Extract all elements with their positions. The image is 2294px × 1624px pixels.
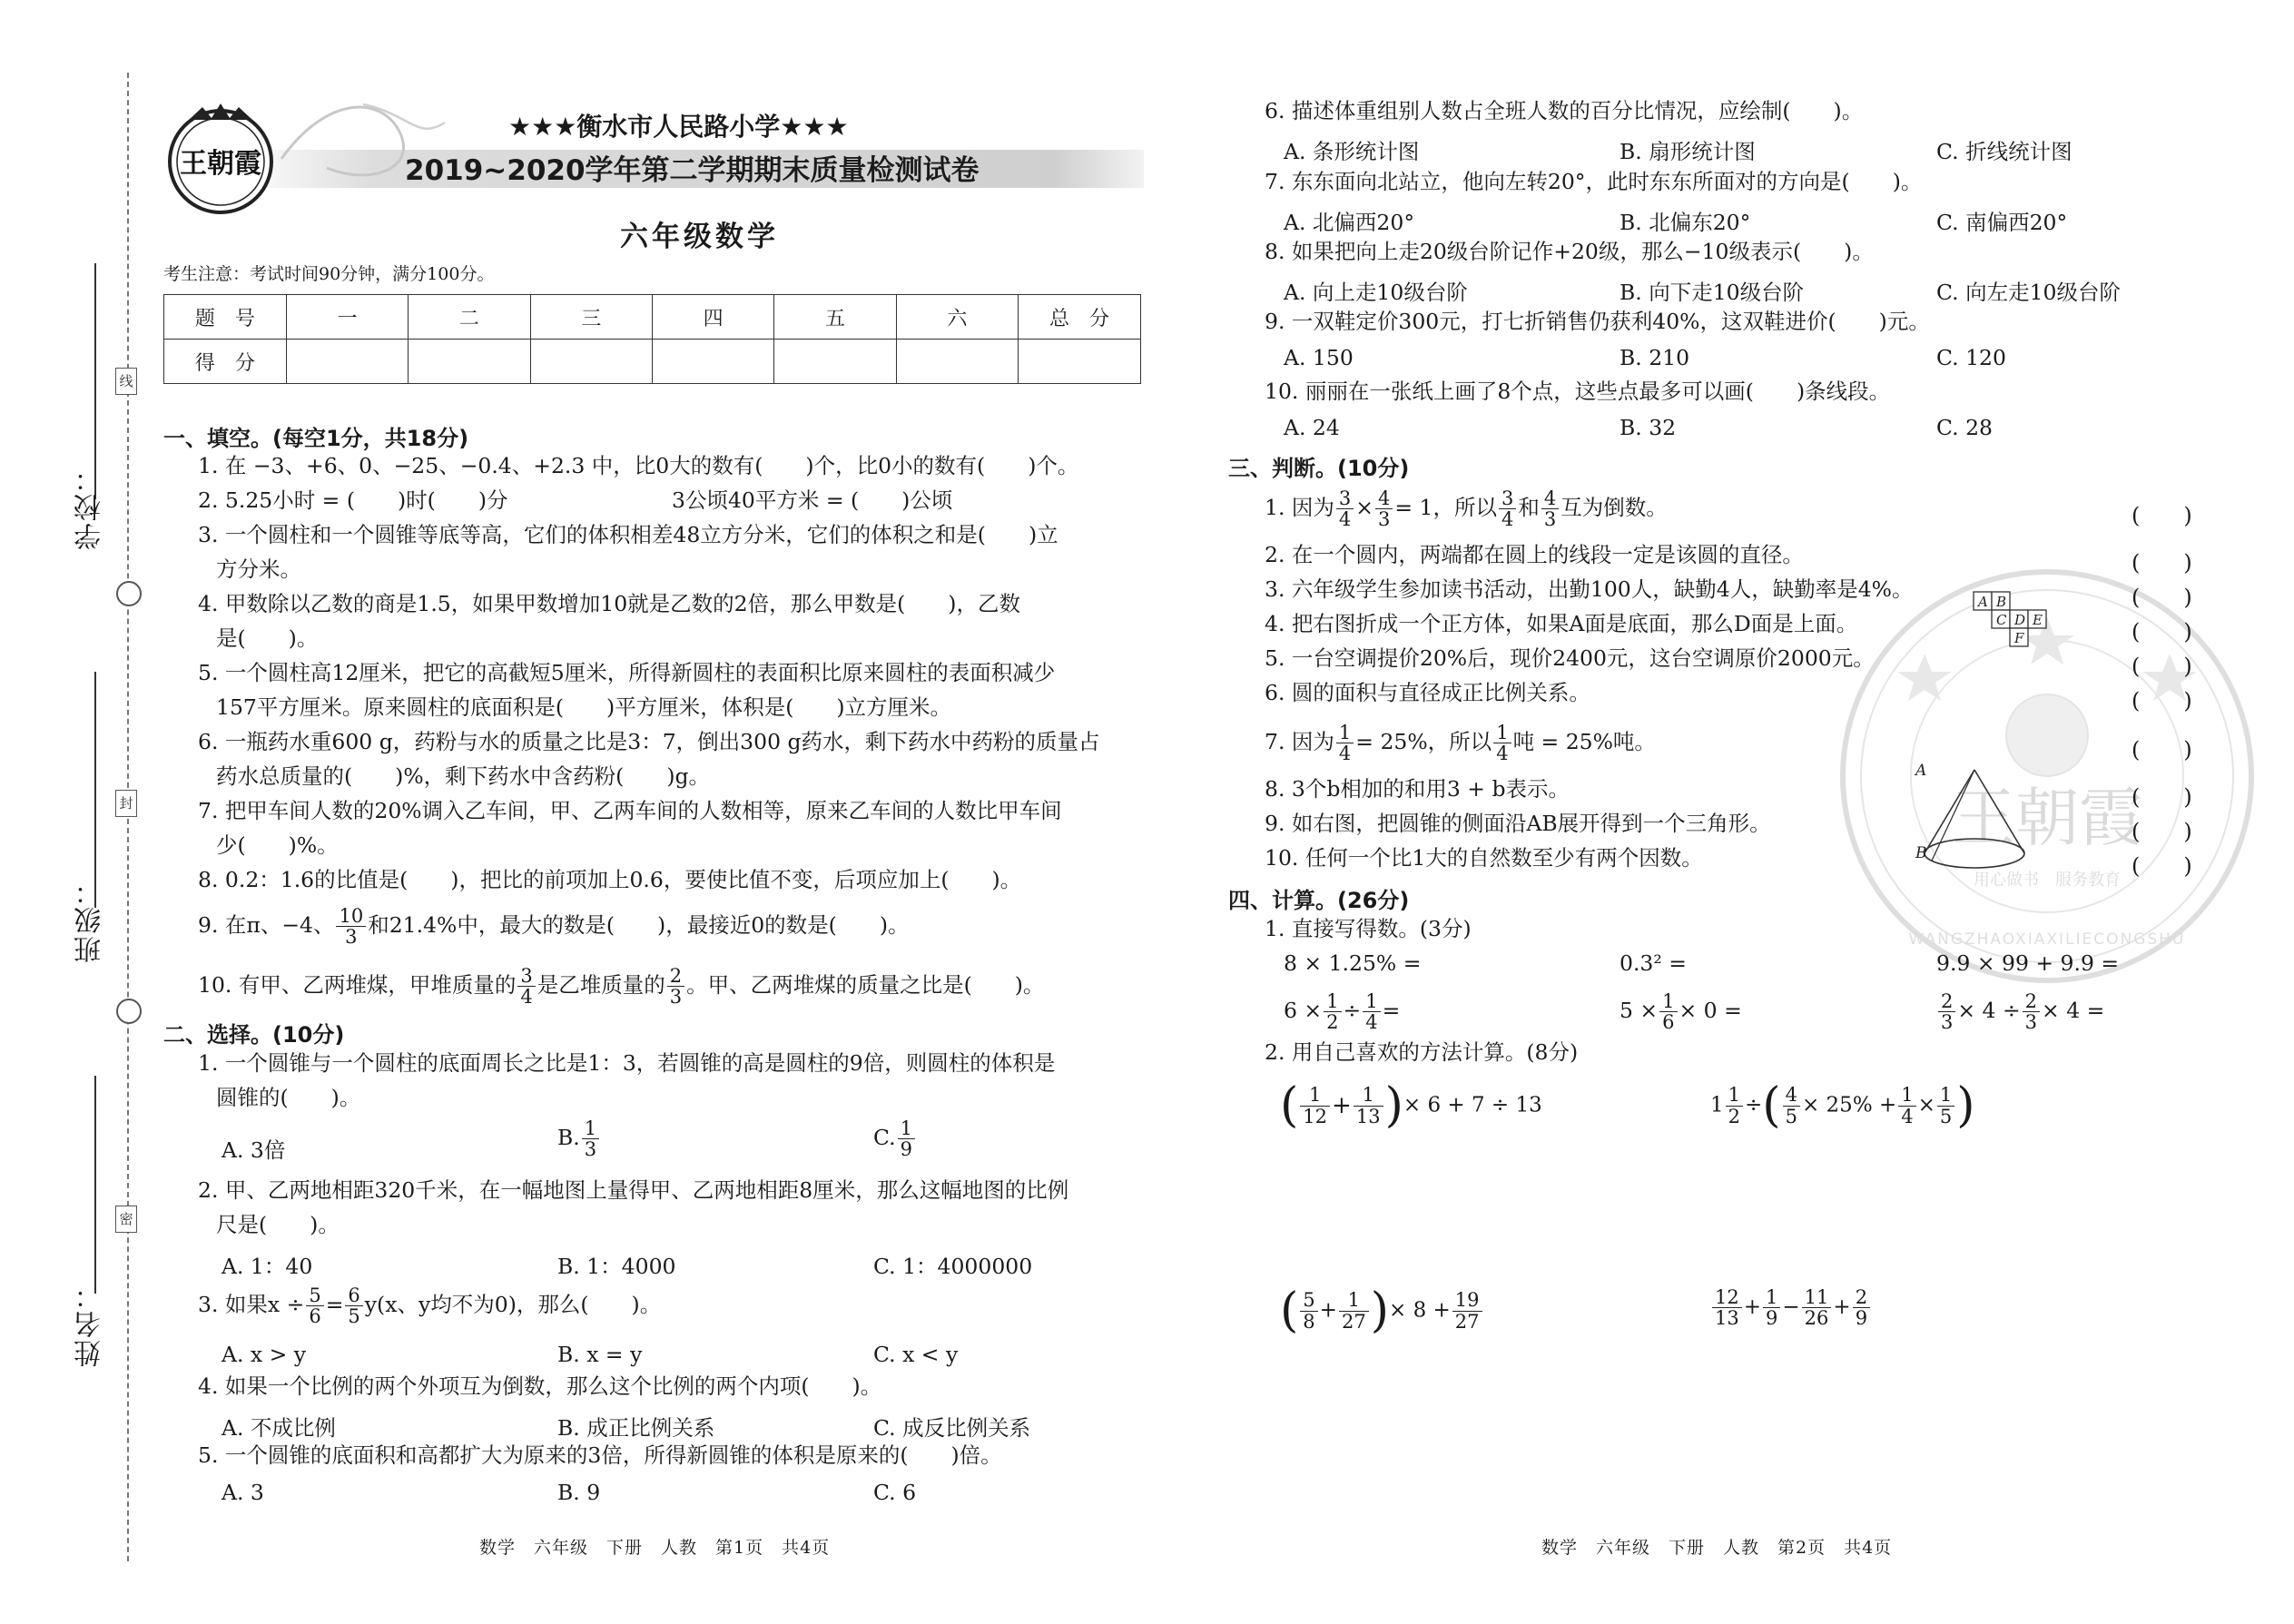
answer-blank[interactable]: ( )	[2132, 784, 2192, 810]
fraction	[1363, 991, 1380, 1032]
question-2b: 3公顷40平方米 = ( )公顷	[672, 487, 953, 513]
question-text: y(x、y均不为0)，那么( )。	[364, 1292, 662, 1318]
cone-label-b: B	[1915, 844, 1927, 862]
cube-face-label: F	[2014, 630, 2024, 646]
watermark-arc-text: WANGZHAOXIAXILIECONGSHU	[1908, 930, 2186, 949]
denominator: 4	[1338, 743, 1352, 765]
expr-text: × 25% +	[1801, 1093, 1897, 1117]
expr-text: 1	[1710, 1093, 1724, 1117]
question-text: 和21.4%中，最大的数是( )，最接近0的数是( )。	[368, 912, 910, 939]
cube-face-label: B	[1996, 594, 2007, 610]
option-a[interactable]: A. 24	[1284, 415, 1340, 440]
expr-text: 6 ×	[1284, 998, 1323, 1024]
option-b[interactable]: B. 成正比例关系	[557, 1415, 715, 1441]
fraction	[1712, 1287, 1742, 1328]
fraction	[1300, 1085, 1330, 1126]
question-text: 和	[1518, 495, 1540, 521]
denominator: 5	[1939, 1105, 1953, 1127]
option-c[interactable]: C. x < y	[873, 1342, 959, 1367]
table-header-cell: 总 分	[1019, 295, 1141, 340]
answer-blank[interactable]: ( )	[2132, 819, 2192, 844]
computation-sub-2: 2. 用自己喜欢的方法计算。(8分)	[1265, 1039, 1579, 1065]
question-8: 8. 0.2：1.6的比值是( )，把比的前项加上0.6，要使比值不变，后项应加上( )。	[198, 867, 1022, 892]
seal-mark-xian: 线	[115, 368, 137, 395]
question-3-cont: 方分米。	[216, 556, 301, 582]
option-a[interactable]: A. 3倍	[222, 1137, 286, 1163]
answer-blank[interactable]: ( )	[2132, 585, 2192, 610]
denominator: 4	[1365, 1011, 1378, 1034]
expr-text: ×	[1917, 1093, 1935, 1117]
question-1: 1. 在 −3、+6、0、−25、−0.4、+2.3 中，比0大的数有( )个，比0小的数有( )个。	[198, 453, 1079, 478]
numerator: 1	[1763, 1287, 1780, 1308]
denominator: 6	[309, 1305, 321, 1328]
choice-question-9: 9. 一双鞋定价300元，打七折销售仍获利40%，这双鞋进价( )元。	[1265, 309, 1930, 334]
denominator: 3	[584, 1138, 597, 1161]
question-text: 9. 在π、−4、	[198, 912, 335, 939]
tf-question-3: 3. 六年级学生参加读书活动，出勤100人，缺勤4人，缺勤率是4%。	[1265, 576, 1914, 602]
question-text: 互为倒数。	[1561, 495, 1668, 521]
option-a[interactable]: A. 条形统计图	[1284, 139, 1420, 164]
question-text: ×	[1355, 495, 1373, 521]
numerator: 2	[2023, 991, 2040, 1012]
table-header-cell: 六	[896, 295, 1018, 340]
calc-expression-2	[1710, 1078, 1975, 1133]
paren-right: )	[1956, 1078, 1975, 1133]
score-cell[interactable]	[774, 340, 896, 384]
denominator: 27	[1341, 1310, 1366, 1333]
denominator: 2	[1326, 1011, 1339, 1034]
fraction	[1938, 991, 1955, 1032]
fraction	[1499, 488, 1516, 529]
table-header-cell: 一	[286, 295, 408, 340]
fraction	[582, 1118, 599, 1159]
numerator: 3	[1499, 488, 1516, 509]
paren-right: )	[1370, 1284, 1389, 1338]
numerator: 1	[1324, 991, 1341, 1012]
tf-question-2: 2. 在一个圆内，两端都在圆上的线段一定是该圆的直径。	[1265, 542, 1804, 567]
option-b[interactable]: B. 扇形统计图	[1620, 139, 1756, 164]
seal-mark-feng: 封	[115, 790, 137, 817]
tf-question-7	[1265, 723, 1656, 763]
option-a[interactable]: A. 向上走10级台阶	[1284, 280, 1468, 305]
expr-text: ÷	[1745, 1093, 1763, 1117]
fraction	[1763, 1287, 1780, 1328]
table-header-cell: 题 号	[164, 295, 287, 340]
denominator: 3	[2024, 1011, 2038, 1034]
fraction	[336, 906, 366, 947]
answer-blank[interactable]: ( )	[2132, 503, 2192, 528]
fraction	[1493, 723, 1511, 763]
cone-figure	[1906, 763, 2033, 881]
tf-question-10: 10. 任何一个比1大的自然数至少有两个因数。	[1265, 845, 1703, 871]
fraction	[1324, 991, 1341, 1032]
expr-text: ÷	[1343, 998, 1362, 1024]
denominator: 4	[520, 986, 533, 1009]
binding-hole-icon	[116, 581, 142, 606]
calc-item: 9.9 × 99 + 9.9 =	[1936, 950, 2120, 976]
calc-expression-4	[1710, 1287, 1872, 1328]
denominator: 9	[900, 1138, 912, 1161]
name-label: 姓名：	[74, 1280, 106, 1367]
fraction	[1354, 1085, 1383, 1126]
fraction	[1937, 1085, 1954, 1126]
score-cell[interactable]	[530, 340, 652, 384]
fraction	[517, 966, 535, 1007]
option-b[interactable]: B. x = y	[557, 1342, 643, 1367]
numerator: 3	[517, 966, 535, 987]
numerator: 1	[582, 1118, 599, 1139]
tf-question-5: 5. 一台空调提价20%后，现价2400元，这台空调原价2000元。	[1265, 645, 1875, 671]
watermark-slogan: 用心做书 服务教育	[1974, 871, 2121, 890]
section-title: 三、判断。(10分)	[1228, 456, 1410, 481]
exam-title: 2019~2020学年第二学期期末质量检测试卷	[405, 154, 980, 187]
numerator: 3	[1336, 488, 1354, 509]
question-5-cont: 157平方厘米。原来圆柱的底面积是( )平方厘米，体积是( )立方厘米。	[216, 694, 952, 720]
question-text: = 25%，所以	[1355, 729, 1492, 755]
denominator: 2	[1728, 1105, 1741, 1127]
class-label: 班级：	[74, 876, 106, 963]
denominator: 4	[1501, 508, 1514, 531]
option-c[interactable]: C. 成反比例关系	[873, 1415, 1031, 1441]
expr-text: +	[1319, 1298, 1337, 1323]
choice-question-10: 10. 丽丽在一张纸上画了8个点，这些点最多可以画( )条线段。	[1265, 379, 1891, 404]
fraction	[1452, 1290, 1482, 1331]
fraction	[1898, 1085, 1915, 1126]
numerator: 5	[1300, 1290, 1317, 1311]
denominator: 9	[1855, 1307, 1868, 1330]
numerator: 10	[336, 906, 366, 927]
calc-item	[1620, 991, 1742, 1032]
answer-blank[interactable]: ( )	[2132, 654, 2192, 679]
question-text: 10. 有甲、乙两堆煤，甲堆质量的	[198, 972, 517, 999]
question-7-cont: 少( )%。	[216, 832, 339, 858]
expr-text: −	[1782, 1295, 1800, 1320]
expr-text: +	[1743, 1295, 1762, 1320]
question-text: = 1，所以	[1394, 495, 1497, 521]
denominator: 13	[1715, 1307, 1739, 1330]
choice-question-1: 1. 一个圆锥与一个圆柱的底面周长之比是1：3，若圆锥的高是圆柱的9倍，则圆柱的体积是	[198, 1050, 1056, 1076]
option-b[interactable]: B. 1：4000	[557, 1254, 676, 1279]
question-4: 4. 甲数除以乙数的商是1.5，如果甲数增加10就是乙数的2倍，那么甲数是( )，乙数	[198, 591, 1020, 616]
tf-question-8: 8. 3个b相加的和用3 + b表示。	[1265, 776, 1570, 802]
numerator: 1	[1300, 1085, 1330, 1106]
calc-item: 0.3² =	[1620, 950, 1687, 976]
score-cell[interactable]	[652, 340, 773, 384]
expr-text: × 6 + 7 ÷ 13	[1403, 1093, 1542, 1117]
cube-face-label: C	[1996, 612, 2007, 628]
fraction	[1726, 1085, 1743, 1126]
numerator: 19	[1452, 1290, 1482, 1311]
choice-question-3	[198, 1285, 661, 1326]
choice-question-6: 6. 描述体重组别人数占全班人数的百分比情况，应绘制( )。	[1265, 98, 1864, 123]
tf-question-1	[1265, 488, 1668, 529]
expr-text: × 4 ÷	[1957, 998, 2021, 1024]
option-b[interactable]: B. 210	[1620, 345, 1690, 370]
question-text: 吨 = 25%吨。	[1512, 729, 1656, 755]
fraction	[1783, 1085, 1800, 1126]
subject-title: 六年级数学	[620, 221, 779, 253]
fraction	[1659, 991, 1677, 1032]
numerator: 1	[1354, 1085, 1383, 1106]
denominator: 13	[1355, 1105, 1381, 1127]
section-title: 一、填空。(每空1分，共18分)	[163, 426, 469, 451]
table-header-cell: 四	[652, 295, 773, 340]
binding-hole-icon	[116, 999, 142, 1024]
tf-question-9: 9. 如右图，把圆锥的侧面沿AB展开得到一个三角形。	[1265, 811, 1771, 836]
table-header-cell: 五	[774, 295, 896, 340]
numerator: 1	[898, 1118, 915, 1139]
score-cell[interactable]	[409, 340, 530, 384]
denominator: 6	[1662, 1011, 1675, 1034]
table-header-cell: 二	[409, 295, 530, 340]
denominator: 3	[669, 986, 683, 1009]
numerator: 5	[306, 1285, 323, 1306]
option-a[interactable]: A. x > y	[222, 1342, 307, 1367]
choice-question-2: 2. 甲、乙两地相距320千米，在一幅地图上量得甲、乙两地相距8厘米，那么这幅地图的比例	[198, 1177, 1069, 1203]
question-4-cont: 是( )。	[216, 625, 319, 651]
cube-face-label: D	[2014, 612, 2026, 628]
exam-note: 考生注意：考试时间90分钟，满分100分。	[163, 264, 495, 284]
table-header-cell: 三	[530, 295, 652, 340]
option-a[interactable]: A. 不成比例	[222, 1415, 336, 1441]
table-row-label: 得 分	[164, 340, 287, 384]
option-c[interactable]: C. 28	[1936, 415, 1993, 440]
option-a[interactable]: A. 150	[1284, 345, 1354, 370]
score-table-header-row	[164, 295, 1141, 340]
numerator: 2	[1853, 1287, 1870, 1308]
question-text: 是乙堆质量的	[537, 972, 665, 999]
denominator: 4	[1496, 743, 1509, 765]
question-7: 7. 把甲车间人数的20%调入乙车间，甲、乙两车间的人数相等，原来乙车间的人数比甲车间	[198, 798, 1062, 823]
expr-text: × 0 =	[1679, 998, 1742, 1024]
expr-text: × 8 +	[1388, 1298, 1451, 1323]
score-cell[interactable]	[1019, 340, 1141, 384]
numerator: 1	[1937, 1085, 1954, 1106]
question-text: 。甲、乙两堆煤的质量之比是( )。	[686, 972, 1045, 999]
option-b[interactable]: B. 北偏东20°	[1620, 210, 1751, 235]
numerator: 4	[1783, 1085, 1800, 1106]
choice-question-2-cont: 尺是( )。	[216, 1212, 340, 1237]
tf-question-4: 4. 把右图折成一个正方体，如果A面是底面，那么D面是上面。	[1265, 611, 1858, 636]
denominator: 8	[1303, 1310, 1315, 1333]
option-c[interactable]: C. 1：4000000	[873, 1254, 1033, 1279]
paren-right: )	[1384, 1078, 1403, 1133]
answer-blank[interactable]: ( )	[2132, 737, 2192, 763]
tf-question-6: 6. 圆的面积与直径成正比例关系。	[1265, 680, 1590, 705]
denominator: 9	[1766, 1307, 1778, 1330]
score-table-score-row	[164, 340, 1141, 384]
question-2a: 2. 5.25小时 = ( )时( )分	[198, 487, 508, 513]
page-footer-right: 数学 六年级 下册 人教 第2页 共4页	[1541, 1538, 1893, 1558]
option-label: B.	[557, 1125, 580, 1151]
class-blank	[94, 672, 96, 908]
numerator: 12	[1712, 1287, 1742, 1308]
numerator: 1	[1339, 1290, 1369, 1311]
numerator: 1	[1363, 991, 1380, 1012]
choice-question-5: 5. 一个圆锥的底面积和高都扩大为原来的3倍，所得新圆锥的体积是原来的( )倍。	[198, 1442, 1002, 1468]
denominator: 12	[1303, 1105, 1328, 1127]
choice-question-8: 8. 如果把向上走20级台阶记作+20级，那么−10级表示( )。	[1265, 239, 1874, 264]
fraction	[1336, 723, 1354, 763]
seal-mark-mi: 密	[115, 1206, 137, 1233]
section-title: 二、选择。(10分)	[163, 1022, 345, 1048]
computation-sub-1: 1. 直接写得数。(3分)	[1265, 916, 1472, 941]
numerator: 2	[667, 966, 684, 987]
score-table	[163, 294, 1141, 384]
option-a[interactable]: A. 3	[222, 1480, 264, 1505]
calc-item	[1936, 991, 2104, 1032]
fraction	[667, 966, 684, 1007]
numerator: 4	[1541, 488, 1559, 509]
fraction	[1339, 1290, 1369, 1331]
question-5: 5. 一个圆柱高12厘米，把它的高截短5厘米，所得新圆柱的表面积比原来圆柱的表面积减少	[198, 660, 1056, 685]
fraction	[1541, 488, 1559, 529]
page-footer-left: 数学 六年级 下册 人教 第1页 共4页	[479, 1538, 831, 1558]
fraction	[1853, 1287, 1870, 1328]
option-c[interactable]: C. 折线统计图	[1936, 139, 2072, 164]
expr-text: +	[1332, 1092, 1352, 1119]
fraction	[2023, 991, 2040, 1032]
question-text: 3. 如果x ÷	[198, 1292, 305, 1318]
denominator: 26	[1804, 1307, 1829, 1330]
option-c[interactable]: C. 120	[1936, 345, 2006, 370]
question-text: 7. 因为	[1265, 729, 1334, 755]
question-10	[198, 966, 1044, 1007]
choice-question-4: 4. 如果一个比例的两个外项互为倒数，那么这个比例的两个内项( )。	[198, 1373, 882, 1399]
denominator: 4	[1901, 1105, 1914, 1127]
fraction	[345, 1285, 362, 1326]
cube-face-label: A	[1978, 594, 1988, 610]
option-c[interactable]	[873, 1118, 917, 1159]
denominator: 5	[1785, 1105, 1797, 1127]
option-a[interactable]: A. 1：40	[222, 1254, 313, 1279]
calc-expression-1	[1280, 1078, 1542, 1133]
numerator: 2	[1938, 991, 1955, 1012]
choice-question-1-cont: 圆锥的( )。	[216, 1085, 361, 1110]
expr-text: +	[1833, 1295, 1851, 1320]
cube-face-label: E	[2033, 612, 2043, 628]
calc-expression-3	[1280, 1284, 1484, 1338]
denominator: 27	[1454, 1310, 1480, 1333]
watermark-name: 王朝霞	[1952, 781, 2142, 855]
question-3: 3. 一个圆柱和一个圆锥等底等高，它们的体积相差48立方分米，它们的体积之和是( )立	[198, 522, 1058, 547]
fraction	[1375, 488, 1393, 529]
answer-blank[interactable]: ( )	[2132, 619, 2192, 645]
cube-net-figure	[1972, 590, 2072, 661]
question-text: 1. 因为	[1265, 495, 1334, 521]
name-blank	[94, 1076, 96, 1294]
option-label: C.	[873, 1125, 896, 1151]
option-c[interactable]: C. 向左走10级台阶	[1936, 280, 2121, 305]
calc-item: 8 × 1.25% =	[1284, 950, 1422, 976]
numerator: 4	[1375, 488, 1393, 509]
fraction	[1336, 488, 1354, 529]
paren-left: (	[1280, 1284, 1299, 1338]
brand-logo-icon	[162, 100, 280, 218]
option-a[interactable]: A. 北偏西20°	[1284, 210, 1415, 235]
brand-logo-text: 王朝霞	[180, 148, 261, 180]
choice-question-7: 7. 东东面向北站立，他向左转20°，此时东东所面对的方向是( )。	[1265, 169, 1923, 194]
question-6: 6. 一瓶药水重600 g，药粉与水的质量之比是3：7，倒出300 g药水，剩下药水中药粉的质量占	[198, 729, 1100, 754]
numerator: 1	[1726, 1085, 1743, 1106]
answer-blank[interactable]: ( )	[2132, 853, 2192, 879]
numerator: 11	[1802, 1287, 1832, 1308]
denominator: 3	[1543, 508, 1557, 531]
fraction	[898, 1118, 915, 1159]
cone-label-a: A	[1915, 763, 1927, 780]
denominator: 5	[348, 1305, 360, 1328]
expr-text: 5 ×	[1620, 998, 1659, 1024]
answer-blank[interactable]: ( )	[2132, 688, 2192, 714]
cut-line	[127, 73, 129, 1561]
numerator: 6	[345, 1285, 362, 1306]
numerator: 1	[1898, 1085, 1915, 1106]
numerator: 1	[1659, 991, 1677, 1012]
school-name: ★★★衡水市人民路小学★★★	[508, 112, 849, 142]
fraction	[306, 1285, 323, 1326]
denominator: 4	[1338, 508, 1352, 531]
calc-item	[1284, 991, 1400, 1032]
option-b[interactable]: B. 9	[557, 1480, 601, 1505]
option-b[interactable]: B. 向下走10级台阶	[1620, 280, 1805, 305]
paren-left: (	[1762, 1078, 1781, 1133]
option-b[interactable]	[557, 1118, 601, 1159]
fraction	[1802, 1287, 1832, 1328]
answer-blank[interactable]: ( )	[2132, 550, 2192, 576]
denominator: 3	[1377, 508, 1391, 531]
section-title: 四、计算。(26分)	[1228, 888, 1410, 913]
school-label: 学校：	[74, 463, 106, 550]
paren-left: (	[1280, 1078, 1299, 1133]
expr-text: =	[1382, 998, 1401, 1024]
score-cell[interactable]	[896, 340, 1018, 384]
fraction	[1300, 1290, 1317, 1331]
option-c[interactable]: C. 6	[873, 1480, 917, 1505]
denominator: 3	[345, 926, 358, 949]
denominator: 3	[1941, 1011, 1954, 1034]
question-9	[198, 906, 910, 947]
option-c[interactable]: C. 南偏西20°	[1936, 210, 2068, 235]
question-6-cont: 药水总质量的( )%，剩下药水中含药粉( )g。	[216, 763, 711, 789]
option-b[interactable]: B. 32	[1620, 415, 1677, 440]
numerator: 1	[1336, 723, 1354, 743]
numerator: 1	[1493, 723, 1511, 743]
expr-text: × 4 =	[2042, 998, 2105, 1024]
question-text: =	[325, 1292, 344, 1318]
score-cell[interactable]	[286, 340, 408, 384]
